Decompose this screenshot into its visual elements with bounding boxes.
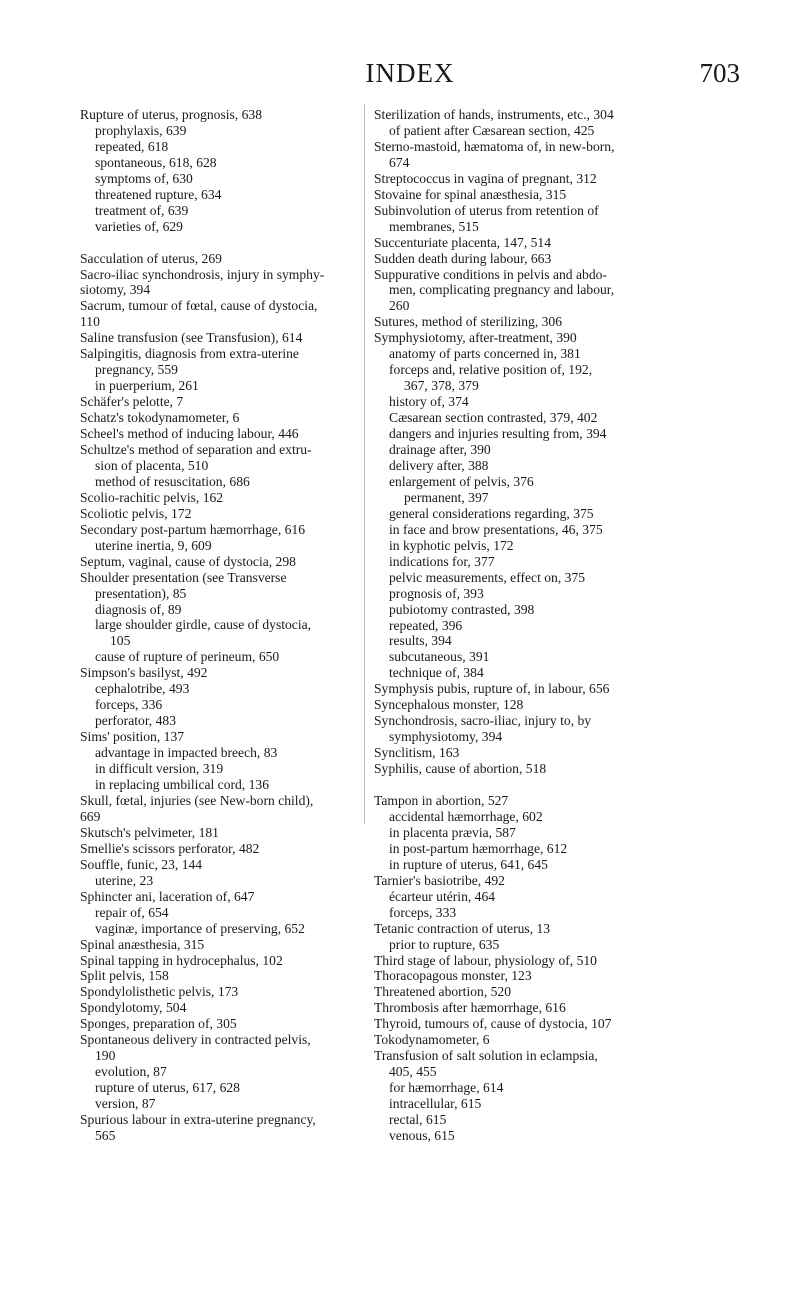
index-subentry: general considerations regarding, 375 xyxy=(389,505,594,521)
index-subentry: varieties of, 629 xyxy=(95,218,183,234)
index-subentry: drainage after, 390 xyxy=(389,442,491,458)
index-column-right xyxy=(374,107,700,1144)
index-subentry: threatened rupture, 634 xyxy=(95,186,222,202)
index-subentry: in post-partum hæmorrhage, 612 xyxy=(389,840,568,856)
index-subentry: 105 xyxy=(110,633,131,649)
index-subentry: cause of rupture of perineum, 650 xyxy=(95,649,280,665)
index-subentry: results, 394 xyxy=(389,633,452,649)
index-subentry: treatment of, 639 xyxy=(95,202,189,218)
page-number: 703 xyxy=(699,58,740,88)
index-entry: Sutures, method of sterilizing, 306 xyxy=(374,314,563,330)
index-subentry: in puerperium, 261 xyxy=(95,378,199,394)
index-entry: Septum, vaginal, cause of dystocia, 298 xyxy=(80,553,296,569)
index-subentry: of patient after Cæsarean section, 425 xyxy=(389,122,595,138)
index-subentry: prophylaxis, 639 xyxy=(95,122,187,138)
index-subentry: diagnosis of, 89 xyxy=(95,601,182,617)
index-entry: Thrombosis after hæmorrhage, 616 xyxy=(374,1000,566,1016)
index-subentry: version, 87 xyxy=(95,1096,156,1112)
index-entry: Rupture of uterus, prognosis, 638 xyxy=(80,107,262,122)
index-entry: Sphincter ani, laceration of, 647 xyxy=(80,888,255,904)
index-entry: Spondylolisthetic pelvis, 173 xyxy=(80,984,239,1000)
index-entry: Schäfer's pelotte, 7 xyxy=(80,394,184,410)
index-entry: Simpson's basilyst, 492 xyxy=(80,665,208,681)
index-entry: Subinvolution of uterus from retention of xyxy=(374,202,599,218)
index-subentry: accidental hæmorrhage, 602 xyxy=(389,808,543,824)
index-entry: Thyroid, tumours of, cause of dystocia, 107 xyxy=(374,1016,612,1032)
index-subentry: in rupture of uterus, 641, 645 xyxy=(389,856,548,872)
index-gap xyxy=(374,777,700,793)
index-entry: Symphysiotomy, after-treatment, 390 xyxy=(374,330,577,346)
index-entry: Stovaine for spinal anæsthesia, 315 xyxy=(374,186,567,202)
index-subentry: repeated, 618 xyxy=(95,138,169,154)
index-subentry: membranes, 515 xyxy=(389,218,479,234)
index-entry: Schultze's method of separation and extru- xyxy=(80,442,312,457)
index-entry: Tampon in abortion, 527 xyxy=(374,792,509,808)
index-subentry: method of resuscitation, 686 xyxy=(95,473,250,489)
index-entry: Spinal anæsthesia, 315 xyxy=(80,936,205,952)
index-entry: siotomy, 394 xyxy=(80,282,151,298)
index-subentry: perforator, 483 xyxy=(95,713,176,729)
index-entry: Sacrum, tumour of fœtal, cause of dystocia, xyxy=(80,298,318,314)
index-subentry: pubiotomy contrasted, 398 xyxy=(389,601,535,617)
index-entry: Skull, fœtal, injuries (see New-born child), xyxy=(80,792,314,808)
index-entry: Synchondrosis, sacro-iliac, injury to, by xyxy=(374,713,592,729)
index-subentry: subcutaneous, 391 xyxy=(389,649,490,665)
index-entry: Souffle, funic, 23, 144 xyxy=(80,856,203,872)
index-subentry: 367, 378, 379 xyxy=(404,378,479,394)
index-subentry: uterine, 23 xyxy=(95,872,154,888)
index-subentry: presentation), 85 xyxy=(95,585,187,601)
index-subentry: vaginæ, importance of preserving, 652 xyxy=(95,920,305,936)
index-subentry: 260 xyxy=(389,298,410,314)
index-entry: Sacro-iliac synchondrosis, injury in symphy- xyxy=(80,266,325,282)
index-subentry: for hæmorrhage, 614 xyxy=(389,1080,504,1096)
index-subentry: 674 xyxy=(389,154,410,170)
index-entry: Thoracopagous monster, 123 xyxy=(374,968,532,984)
index-subentry: 190 xyxy=(95,1048,116,1064)
index-entry: Tarnier's basiotribe, 492 xyxy=(374,872,505,888)
index-entry: Skutsch's pelvimeter, 181 xyxy=(80,824,219,840)
index-entry: Salpingitis, diagnosis from extra-uterine xyxy=(80,346,299,362)
index-subentry: sion of placenta, 510 xyxy=(95,457,209,473)
page-title: INDEX xyxy=(365,58,455,88)
index-subentry: forceps and, relative position of, 192, xyxy=(389,362,593,378)
index-subentry: men, complicating pregnancy and labour, xyxy=(389,282,615,298)
index-subentry: indications for, 377 xyxy=(389,553,495,569)
index-gap xyxy=(80,235,360,251)
index-entry: Sudden death during labour, 663 xyxy=(374,250,552,266)
index-entry: Synclitism, 163 xyxy=(374,745,460,761)
index-subentry: rectal, 615 xyxy=(389,1112,447,1128)
index-entry: Syncephalous monster, 128 xyxy=(374,697,524,713)
index-entry: Spinal tapping in hydrocephalus, 102 xyxy=(80,952,283,968)
index-entry: Tetanic contraction of uterus, 13 xyxy=(374,920,551,936)
index-entry: Shoulder presentation (see Transverse xyxy=(80,569,287,585)
index-subentry: rupture of uterus, 617, 628 xyxy=(95,1080,240,1096)
index-subentry: forceps, 336 xyxy=(95,697,163,713)
index-subentry: Cæsarean section contrasted, 379, 402 xyxy=(389,410,598,426)
index-subentry: symphysiotomy, 394 xyxy=(389,729,503,745)
index-subentry: anatomy of parts concerned in, 381 xyxy=(389,346,581,362)
index-subentry: cephalotribe, 493 xyxy=(95,681,190,697)
index-subentry: pregnancy, 559 xyxy=(95,362,178,378)
index-entry: Transfusion of salt solution in eclampsia, xyxy=(374,1048,598,1064)
index-column-left xyxy=(80,107,360,1144)
index-subentry: prior to rupture, 635 xyxy=(389,936,500,952)
index-subentry: technique of, 384 xyxy=(389,665,484,681)
index-subentry: delivery after, 388 xyxy=(389,457,489,473)
index-subentry: repeated, 396 xyxy=(389,617,463,633)
index-entry: Scoliotic pelvis, 172 xyxy=(80,505,192,521)
index-entry: Sterilization of hands, instruments, etc., 304 xyxy=(374,107,614,122)
index-entry: Sacculation of uterus, 269 xyxy=(80,250,222,266)
index-subentry: spontaneous, 618, 628 xyxy=(95,154,217,170)
index-subentry: in difficult version, 319 xyxy=(95,761,224,777)
index-subentry: uterine inertia, 9, 609 xyxy=(95,537,212,553)
index-subentry: 565 xyxy=(95,1127,116,1143)
column-divider xyxy=(364,104,365,824)
index-entry: Scheel's method of inducing labour, 446 xyxy=(80,426,299,442)
index-subentry: écarteur utérin, 464 xyxy=(389,888,496,904)
page-header xyxy=(80,58,740,94)
index-entry: 110 xyxy=(80,314,100,330)
index-entry: Suppurative conditions in pelvis and abdo- xyxy=(374,266,607,282)
index-subentry: intracellular, 615 xyxy=(389,1096,482,1112)
index-entry: Streptococcus in vagina of pregnant, 312 xyxy=(374,170,597,186)
index-subentry: history of, 374 xyxy=(389,394,469,410)
index-entry: Spontaneous delivery in contracted pelvis, xyxy=(80,1032,311,1048)
index-subentry: permanent, 397 xyxy=(404,489,489,505)
index-subentry: enlargement of pelvis, 376 xyxy=(389,473,534,489)
index-entry: Scolio-rachitic pelvis, 162 xyxy=(80,489,224,505)
index-subentry: advantage in impacted breech, 83 xyxy=(95,745,278,761)
index-entry: Spondylotomy, 504 xyxy=(80,1000,187,1016)
index-entry: Sims' position, 137 xyxy=(80,729,185,745)
index-entry: Third stage of labour, physiology of, 510 xyxy=(374,952,597,968)
index-subentry: in kyphotic pelvis, 172 xyxy=(389,537,514,553)
index-entry: Sterno-mastoid, hæmatoma of, in new-born, xyxy=(374,138,615,154)
index-subentry: in replacing umbilical cord, 136 xyxy=(95,777,270,793)
index-entry: Succenturiate placenta, 147, 514 xyxy=(374,234,552,250)
index-subentry: pelvic measurements, effect on, 375 xyxy=(389,569,586,585)
index-subentry: prognosis of, 393 xyxy=(389,585,484,601)
index-subentry: repair of, 654 xyxy=(95,904,169,920)
index-entry: Smellie's scissors perforator, 482 xyxy=(80,840,260,856)
index-subentry: evolution, 87 xyxy=(95,1064,167,1080)
index-entry: Sponges, preparation of, 305 xyxy=(80,1016,237,1032)
index-entry: Tokodynamometer, 6 xyxy=(374,1032,490,1048)
index-entry: Spurious labour in extra-uterine pregnancy, xyxy=(80,1112,316,1128)
index-entry: Threatened abortion, 520 xyxy=(374,984,512,1000)
index-subentry: venous, 615 xyxy=(389,1127,455,1143)
index-subentry: dangers and injuries resulting from, 394 xyxy=(389,426,607,442)
index-subentry: symptoms of, 630 xyxy=(95,170,193,186)
index-subentry: large shoulder girdle, cause of dystocia, xyxy=(95,617,312,633)
index-subentry: in face and brow presentations, 46, 375 xyxy=(389,521,603,537)
index-subentry: forceps, 333 xyxy=(389,904,457,920)
index-entry: 669 xyxy=(80,808,101,824)
index-entry: Secondary post-partum hæmorrhage, 616 xyxy=(80,521,306,537)
index-entry: Schatz's tokodynamometer, 6 xyxy=(80,410,240,426)
index-subentry: in placenta prævia, 587 xyxy=(389,824,516,840)
index-entry: Syphilis, cause of abortion, 518 xyxy=(374,761,547,777)
index-entry: Symphysis pubis, rupture of, in labour, 656 xyxy=(374,681,610,697)
index-entry: Split pelvis, 158 xyxy=(80,968,169,984)
index-entry: Saline transfusion (see Transfusion), 614 xyxy=(80,330,303,346)
index-subentry: 405, 455 xyxy=(389,1064,437,1080)
